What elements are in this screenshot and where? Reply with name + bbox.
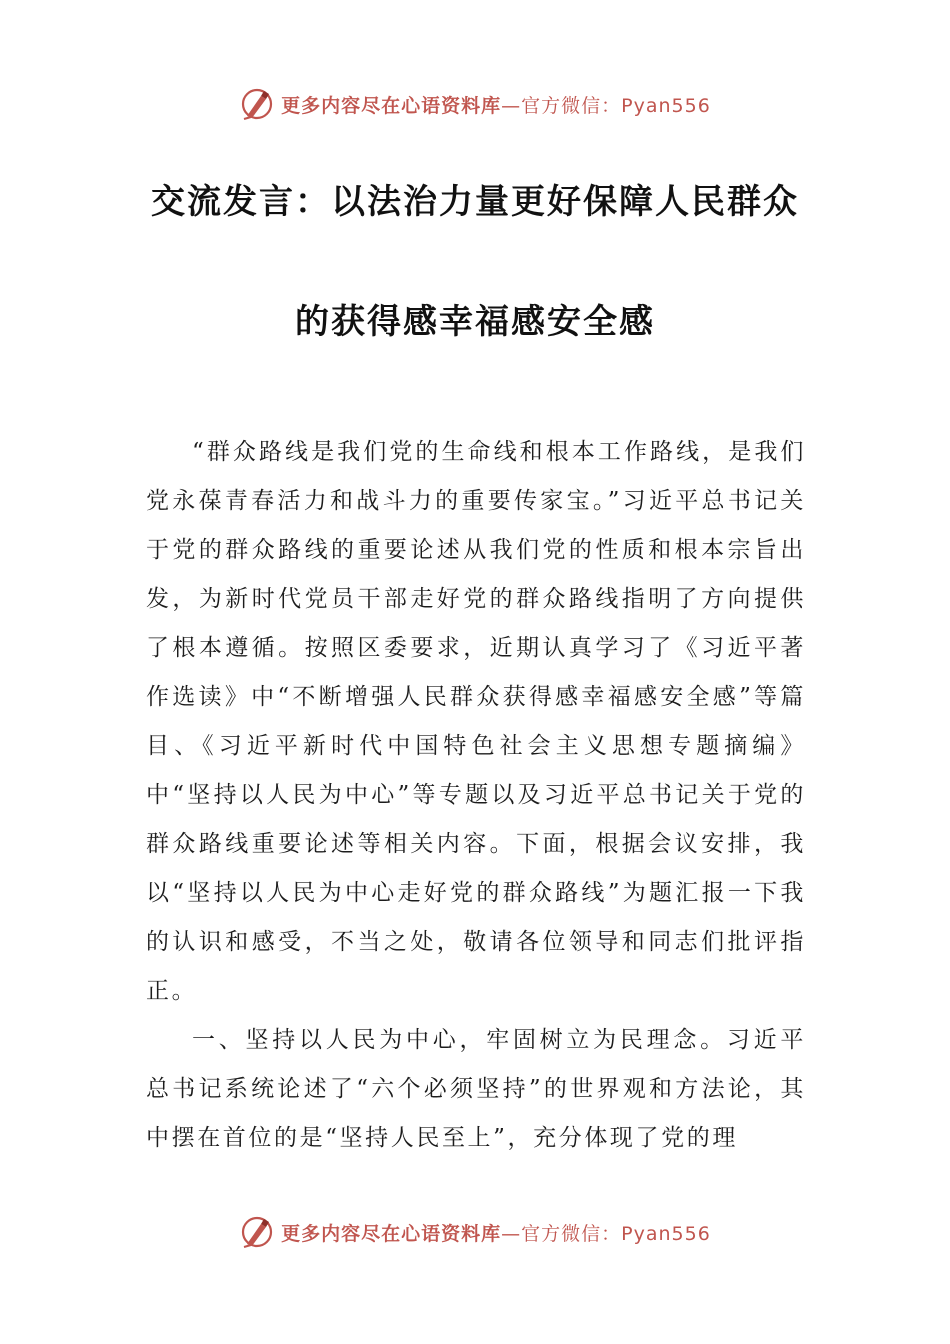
title-line-1: 交流发言：以法治力量更好保障人民群众 [151,182,799,222]
paragraph: 一、坚持以人民为中心，牢固树立为民理念。习近平总书记系统论述了“六个必须坚持”的世界观和方法论，其中摆在首位的是“坚持人民至上”，充分体现了党的理 [146,1027,806,1151]
footer-watermark [0,1212,950,1252]
header-watermark [0,84,950,124]
watermark-text: 更多内容尽在心语资料库—官方微信：Pyan556 [281,94,711,117]
pen-circle-logo-icon [239,1214,275,1250]
title-line-2: 的获得感幸福感安全感 [295,302,655,342]
watermark-text: 更多内容尽在心语资料库—官方微信：Pyan556 [281,1222,711,1245]
document-body [146,428,806,1163]
paragraph: “群众路线是我们党的生命线和根本工作路线，是我们党永葆青春活力和战斗力的重要传家宝。”习近平总书记关于党的群众路线的重要论述从我们党的性质和根本宗旨出发，为新时代党员干部走好党的群众路线指明了方向提供了根本遵循。按照区委要求，近期认真学习了《习近平著作选读》中“不断增强人民群众获得感幸福感安全感”等篇目、《习近平新时代中国特色社会主义思想专题摘编》中“坚持以人民为中心”等专题以及习近平总书记关于党的群众路线重要论述等相关内容。下面，根据会议安排，我以“坚持以人民为中心走好党的群众路线”为题汇报一下我的认识和感受，不当之处，敬请各位领导和同志们批评指正。 [146,439,806,1004]
document-title [0,175,950,349]
pen-circle-logo-icon [239,86,275,122]
